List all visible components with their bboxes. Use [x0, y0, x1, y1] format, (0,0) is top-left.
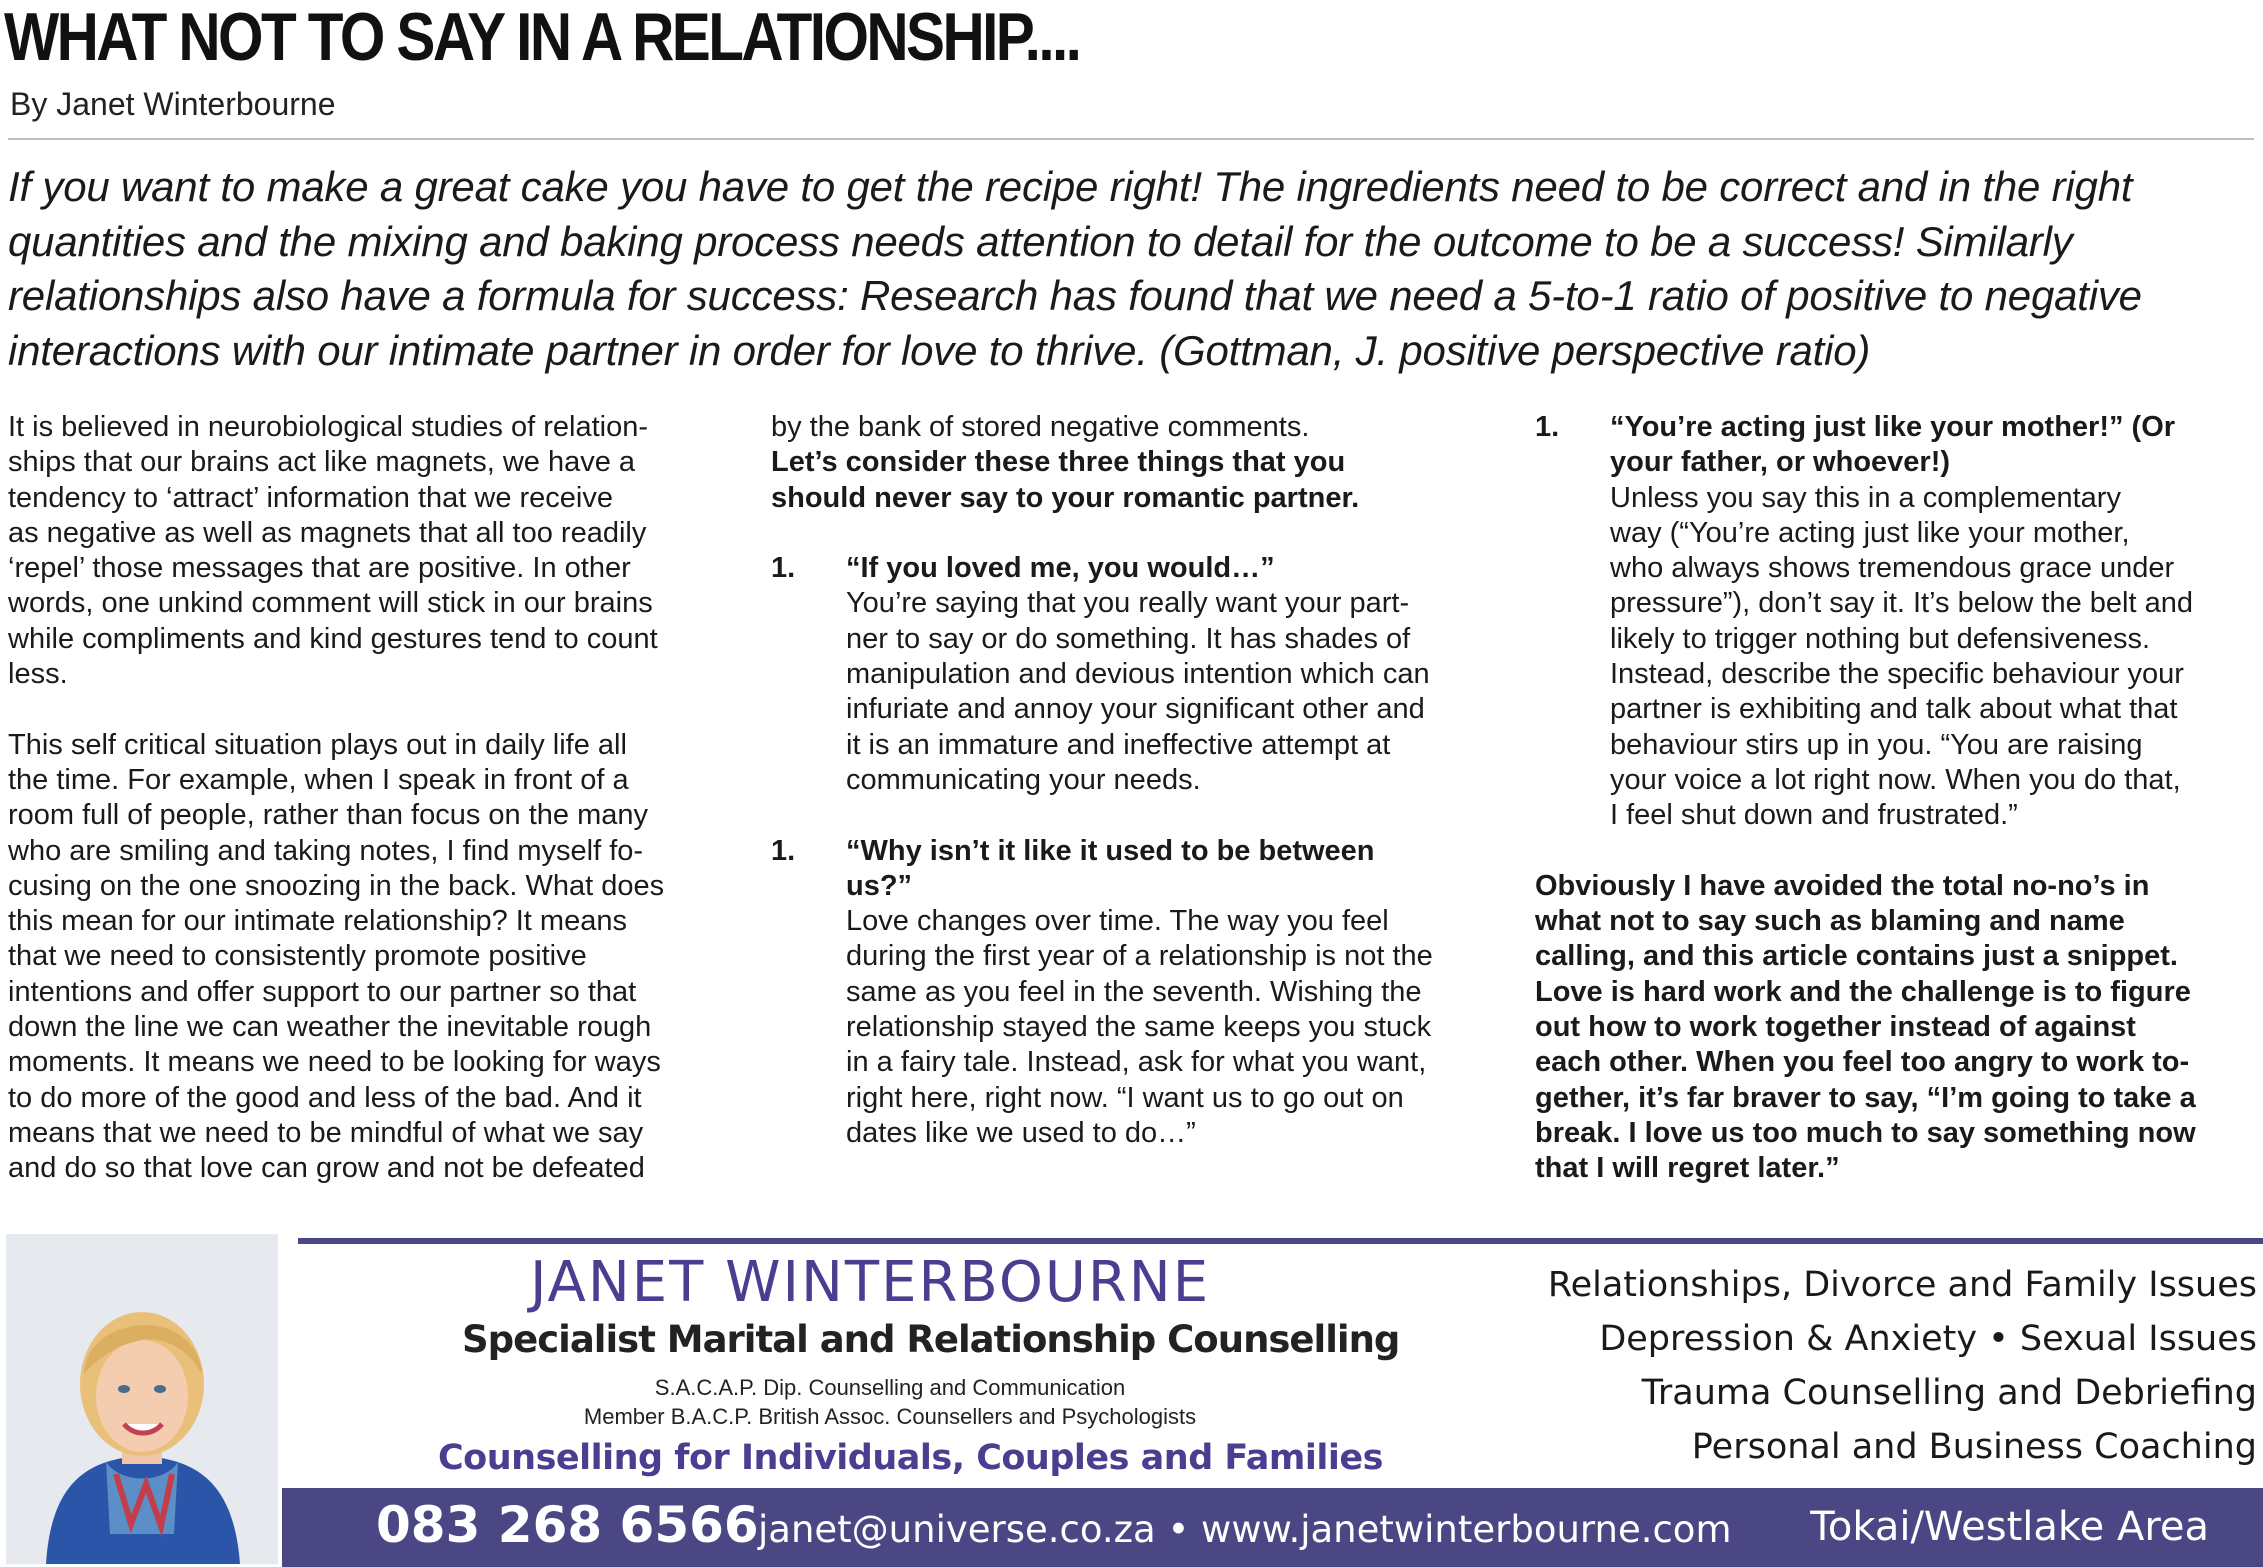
text-line: relationship stayed the same keeps you stuck — [846, 1011, 1432, 1044]
counsellor-name: JANET WINTERBOURNE — [530, 1250, 1211, 1315]
item-heading: “Why isn’t it like it used to be between — [846, 834, 1375, 867]
lead-in — [771, 445, 1501, 516]
service-item: Relationships, Divorce and Family Issues — [1547, 1265, 2257, 1305]
text-line: manipulation and devious intention which can — [846, 658, 1430, 691]
service-area: Tokai/Westlake Area — [1810, 1504, 2209, 1550]
paragraph-gap — [1535, 834, 2260, 869]
text-line: Love changes over time. The way you feel — [846, 905, 1389, 938]
text-line: communicating your needs. — [846, 763, 1201, 796]
text-line: during the first year of a relationship is not the — [846, 940, 1433, 973]
text-line: out how to work together instead of against — [1535, 1011, 2136, 1044]
text-line: the time. For example, when I speak in front of a — [8, 763, 629, 796]
text-line: in a fairy tale. Instead, ask for what you want, — [846, 1046, 1427, 1079]
text-line: way (“You’re acting just like your mother, — [1610, 516, 2130, 549]
text-line: should never say to your romantic partner. — [771, 481, 1360, 514]
intro-line: interactions with our intimate partner in order for love to thrive. (Gottman, J. positive perspective ratio) — [8, 326, 1871, 374]
text-line: who always shows tremendous grace under — [1610, 552, 2175, 585]
text-line: ships that our brains act like magnets, we have a — [8, 446, 636, 479]
text-line: means that we need to be mindful of what we say — [8, 1116, 644, 1149]
text-line: partner is exhibiting and talk about what that — [1610, 693, 2178, 726]
text-line: by the bank of stored negative comments. — [771, 411, 1310, 443]
text-line: Love is hard work and the challenge is to figure — [1535, 975, 2191, 1008]
item-number: 1. — [1535, 411, 1560, 443]
item-heading: “You’re acting just like your mother!” (Or — [1610, 411, 2176, 443]
text-line: dates like we used to do…” — [846, 1116, 1196, 1149]
text-line: while compliments and kind gestures tend to count — [8, 622, 658, 655]
paragraph-gap — [8, 692, 738, 727]
column-1 — [8, 410, 738, 1187]
text-line: tendency to ‘attract’ information that we receive — [8, 481, 614, 514]
text-line: Obviously I have avoided the total no-no’s in — [1535, 869, 2150, 902]
text-line: pressure”), don’t say it. It’s below the belt and — [1610, 587, 2193, 620]
text-line: down the line we can weather the inevitable rough — [8, 1011, 652, 1044]
text-line: Unless you say this in a complementary — [1610, 481, 2121, 514]
service-item: Trauma Counselling and Debriefing — [1641, 1373, 2257, 1413]
text-line: ner to say or do something. It has shades of — [846, 622, 1411, 655]
text-line: who are smiling and taking notes, I find myself fo- — [8, 834, 644, 867]
text-line: I feel shut down and frustrated.” — [1610, 799, 2018, 832]
item-number: 1. — [771, 834, 796, 867]
text-line: this mean for our intimate relationship? It means — [8, 905, 627, 938]
author-photo — [6, 1234, 278, 1564]
column-3 — [1535, 410, 2260, 1187]
text-line: your voice a lot right now. When you do that, — [1610, 763, 2181, 796]
text-line: moments. It means we need to be looking for ways — [8, 1046, 661, 1079]
text-line: gether, it’s far braver to say, “I’m going to take a — [1535, 1081, 2196, 1114]
text-line: it is an immature and ineffective attempt at — [846, 728, 1391, 761]
item-heading: us?” — [846, 869, 913, 902]
list-item — [771, 834, 1501, 1152]
paragraph-gap — [771, 516, 1501, 551]
divider — [8, 138, 2254, 140]
text-line: what not to say such as blaming and name — [1535, 905, 2125, 938]
item-heading: “If you loved me, you would…” — [846, 552, 1275, 585]
text-line: cusing on the one snoozing in the back. What does — [8, 869, 665, 902]
text-line: intentions and offer support to our partner so that — [8, 975, 637, 1008]
text-line: Let’s consider these three things that you — [771, 446, 1346, 479]
text-line: as negative as well as magnets that all too readily — [8, 516, 647, 549]
text-line: that I will regret later.” — [1535, 1152, 1840, 1185]
specialty: Specialist Marital and Relationship Counselling — [462, 1318, 1400, 1361]
paragraph-2 — [8, 728, 738, 1187]
text-line: This self critical situation plays out in daily life all — [8, 728, 627, 761]
qualification-2: Member B.A.C.P. British Assoc. Counsellers and Psychologists — [583, 1404, 1197, 1429]
intro-line: If you want to make a great cake you have to get the recipe right! The ingredients need to be correct and in the right — [8, 163, 2133, 210]
text-line: room full of people, rather than focus on the many — [8, 799, 648, 832]
byline: By Janet Winterbourne — [10, 86, 336, 122]
phone-number[interactable]: 083 268 6566 — [376, 1496, 759, 1554]
text-line: and do so that love can grow and not be defeated — [8, 1152, 645, 1185]
column-2 — [771, 410, 1501, 1151]
item-number: 1. — [771, 552, 796, 585]
text-line: likely to trigger nothing but defensiveness. — [1610, 622, 2151, 655]
text-line: same as you feel in the seventh. Wishing the — [846, 975, 1422, 1008]
text-line: behaviour stirs up in you. “You are raising — [1610, 728, 2143, 761]
tagline: Counselling for Individuals, Couples and Families — [438, 1438, 1383, 1478]
article-title: WHAT NOT TO SAY IN A RELATIONSHIP.... — [4, 0, 1080, 75]
paragraph-1 — [8, 410, 738, 692]
list-item — [771, 551, 1501, 798]
text-line: Instead, describe the specific behaviour your — [1610, 658, 2184, 691]
services-list — [1548, 1258, 2257, 1474]
text-line: calling, and this article contains just a snippet. — [1535, 940, 2178, 973]
service-item: Depression & Anxiety • Sexual Issues — [1599, 1319, 2257, 1359]
paragraph-gap — [771, 798, 1501, 833]
text-line: ‘repel’ those messages that are positive. In other — [8, 552, 631, 585]
text-line: each other. When you feel too angry to work to- — [1535, 1046, 2190, 1079]
text-line: It is believed in neurobiological studies of relation- — [8, 411, 648, 443]
email-and-website[interactable]: janet@universe.co.za • www.janetwinterbourne.com — [758, 1508, 1732, 1551]
list-item — [1535, 410, 2260, 834]
qualification-1: S.A.C.A.P. Dip. Counselling and Communication — [654, 1375, 1126, 1400]
intro-line: relationships also have a formula for success: Research has found that we need a 5-to-1 ratio of positive to negative — [8, 272, 2142, 319]
text-line: right here, right now. “I want us to go out on — [846, 1081, 1404, 1114]
item-heading: your father, or whoever!) — [1610, 446, 1951, 479]
text-line: You’re saying that you really want your part- — [846, 587, 1410, 620]
text-line: to do more of the good and less of the bad. And it — [8, 1081, 642, 1114]
text-line: break. I love us too much to say something now — [1535, 1116, 2196, 1149]
contact-bar — [282, 1488, 2263, 1567]
service-item: Personal and Business Coaching — [1691, 1427, 2257, 1467]
intro-line: quantities and the mixing and baking process needs attention to detail for the outcome to be a success! Similarly — [8, 217, 2073, 265]
text-line: infuriate and annoy your significant other and — [846, 693, 1425, 726]
intro-paragraph — [8, 160, 2262, 378]
text-line: that we need to consistently promote positive — [8, 940, 587, 973]
portrait-illustration — [6, 1234, 278, 1564]
ad-top-rule — [298, 1238, 2263, 1244]
text-line: words, one unkind comment will stick in our brains — [8, 587, 653, 620]
closing-paragraph — [1535, 869, 2260, 1187]
text-line: less. — [8, 658, 68, 691]
